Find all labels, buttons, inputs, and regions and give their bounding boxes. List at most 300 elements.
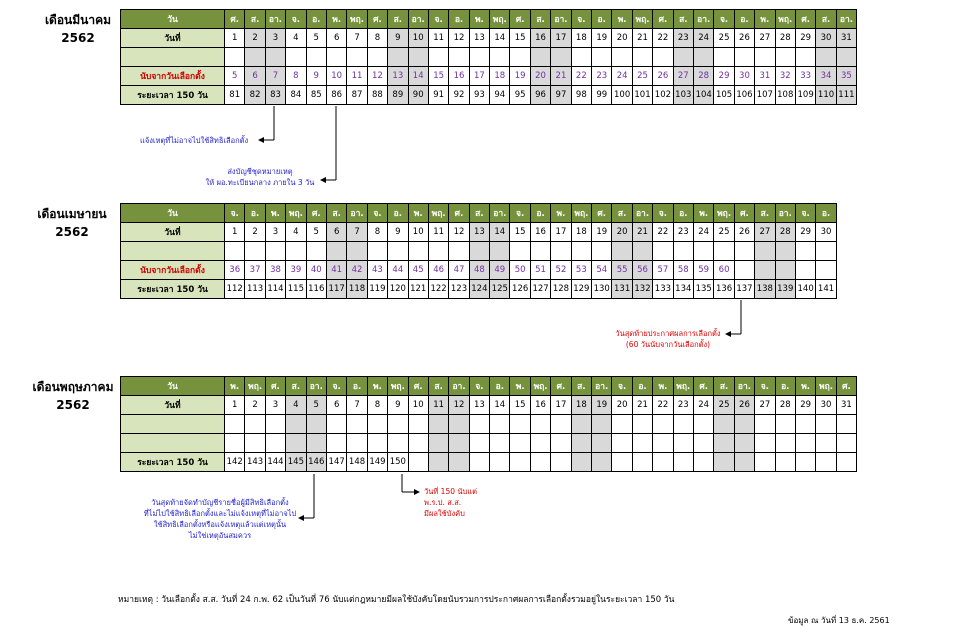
calendar-cell: จ.: [286, 10, 306, 29]
arrow-head: [258, 137, 264, 143]
calendar-cell: 28: [693, 67, 713, 86]
calendar-cell: 21: [632, 29, 652, 48]
month-name: เดือนมีนาคม: [44, 13, 112, 27]
calendar-cell: จ.: [367, 204, 387, 223]
calendar-cell: อ.: [490, 377, 510, 396]
calendar-cell: อา.: [775, 204, 795, 223]
calendar-cell: 6: [326, 396, 346, 415]
calendar-cell: 16: [449, 67, 469, 86]
calendar-cell: 9: [388, 29, 408, 48]
calendar-cell: พ.: [469, 10, 489, 29]
calendar-cell: 21: [632, 223, 652, 242]
calendar-cell: 2: [245, 29, 265, 48]
calendar-cell: 39: [286, 261, 306, 280]
calendar-cell: 37: [245, 261, 265, 280]
calendar-cell: 44: [388, 261, 408, 280]
calendar-cell: 27: [755, 396, 775, 415]
row-label: ระยะเวลา 150 วัน: [121, 86, 225, 105]
calendar-cell: 11: [428, 223, 448, 242]
calendar-cell: 10: [326, 67, 346, 86]
calendar-cell: 16: [530, 223, 550, 242]
calendar-cell: 19: [592, 223, 612, 242]
row-label: วันที่: [121, 29, 225, 48]
calendar-cell: 11: [347, 67, 367, 86]
calendar-cell: 21: [632, 396, 652, 415]
calendar-cell: 7: [265, 67, 285, 86]
calendar-cell: พฤ.: [388, 377, 408, 396]
calendar-cell: 56: [632, 261, 652, 280]
calendar-cell: พ.: [367, 377, 387, 396]
calendar-cell: 13: [469, 29, 489, 48]
calendar-cell: 86: [326, 86, 346, 105]
calendar-cell: 6: [326, 29, 346, 48]
calendar-cell: 9: [388, 223, 408, 242]
calendar-cell: ศ.: [653, 10, 673, 29]
calendar-cell: อา.: [836, 10, 856, 29]
calendar-cell: ส.: [388, 10, 408, 29]
calendar-cell: 11: [428, 29, 448, 48]
calendar-cell: 146: [306, 453, 326, 472]
calendar-cell: จ.: [428, 10, 448, 29]
annotation-report-reason: [140, 135, 248, 146]
calendar-cell: ส.: [326, 204, 346, 223]
calendar-cell: 28: [775, 223, 795, 242]
footnote: หมายเหตุ : วันเลือกตั้ง ส.ส. วันที่ 24 ก.พ. 62 เป็นวันที่ 76 นับแต่กฎหมายมีผลใช้บังคับโดยนับรวมการประกาศผลการเลือกตั้งรวมอยู่ในระยะเวลา 150 วัน: [118, 595, 675, 605]
calendar-cell: 140: [795, 280, 815, 299]
calendar-cell: พ.: [510, 377, 530, 396]
calendar-cell: 55: [612, 261, 632, 280]
calendar-cell: 110: [816, 86, 836, 105]
calendar-cell: 5: [225, 67, 245, 86]
calendar-cell: พฤ.: [347, 10, 367, 29]
calendar-cell: 106: [734, 86, 754, 105]
calendar-cell: อา.: [693, 10, 713, 29]
calendar-cell: 11: [428, 396, 448, 415]
calendar-cell: 58: [673, 261, 693, 280]
calendar-cell: ศ.: [734, 204, 754, 223]
calendar-cell: 49: [490, 261, 510, 280]
calendar-cell: 30: [816, 29, 836, 48]
calendar-cell: 89: [388, 86, 408, 105]
calendar-cell: 8: [367, 396, 387, 415]
calendar-cell: พฤ.: [490, 10, 510, 29]
calendar-cell: 19: [510, 67, 530, 86]
calendar-cell: ส.: [428, 377, 448, 396]
calendar-cell: 54: [592, 261, 612, 280]
calendar-cell: พฤ.: [571, 204, 591, 223]
calendar-cell: พฤ.: [632, 10, 652, 29]
month-name: เดือนเมษายน: [37, 207, 107, 221]
calendar-cell: 4: [286, 29, 306, 48]
calendar-cell: 134: [673, 280, 693, 299]
calendar-cell: 2: [245, 223, 265, 242]
annotation-text: ให้ ผอ.ทะเบียนกลาง ภายใน 3 วัน: [205, 178, 315, 187]
calendar-cell: 131: [612, 280, 632, 299]
calendar-cell: จ.: [755, 377, 775, 396]
calendar-cell: 35: [836, 67, 856, 86]
calendar-cell: 21: [551, 67, 571, 86]
calendar-cell: พ.: [612, 10, 632, 29]
calendar-cell: พฤ.: [673, 377, 693, 396]
calendar-cell: 82: [245, 86, 265, 105]
calendar-cell: 126: [510, 280, 530, 299]
calendar-cell: 17: [551, 396, 571, 415]
calendar-cell: 115: [286, 280, 306, 299]
calendar-cell: 6: [326, 223, 346, 242]
calendar-cell: 14: [490, 223, 510, 242]
calendar-cell: อ.: [632, 377, 652, 396]
calendar-cell: 100: [612, 86, 632, 105]
calendar-cell: 18: [571, 223, 591, 242]
calendar-cell: 30: [816, 223, 836, 242]
calendar-cell: 16: [530, 396, 550, 415]
calendar-cell: 12: [367, 67, 387, 86]
calendar-cell: 17: [469, 67, 489, 86]
annotation-day-150: [424, 486, 477, 519]
calendar-cell: 94: [490, 86, 510, 105]
calendar-cell: 7: [347, 396, 367, 415]
calendar-cell: ส.: [714, 377, 734, 396]
calendar-cell: 27: [673, 67, 693, 86]
calendar-cell: 92: [449, 86, 469, 105]
calendar-cell: 43: [367, 261, 387, 280]
calendar-cell: 3: [265, 223, 285, 242]
calendar-cell: พฤ.: [286, 204, 306, 223]
calendar-cell: 12: [449, 29, 469, 48]
calendar-cell: 128: [551, 280, 571, 299]
calendar-cell: ส.: [816, 10, 836, 29]
calendar-cell: 15: [428, 67, 448, 86]
calendar-cell: 5: [306, 396, 326, 415]
calendar-cell: 38: [265, 261, 285, 280]
calendar-cell: 96: [530, 86, 550, 105]
calendar-cell: 109: [795, 86, 815, 105]
calendar-cell: 5: [306, 223, 326, 242]
row-label: วัน: [121, 204, 225, 223]
calendar-cell: อา.: [408, 10, 428, 29]
calendar-cell: 125: [490, 280, 510, 299]
row-label: ระยะเวลา 150 วัน: [121, 453, 225, 472]
calendar-cell: 13: [469, 396, 489, 415]
month-name: เดือนพฤษภาคม: [32, 380, 114, 394]
calendar-cell: ศ.: [592, 204, 612, 223]
calendar-cell: 4: [286, 223, 306, 242]
arrow-head: [414, 489, 420, 495]
calendar-cell: 3: [265, 29, 285, 48]
calendar-cell: พฤ.: [428, 204, 448, 223]
calendar-cell: 138: [755, 280, 775, 299]
calendar-cell: 97: [551, 86, 571, 105]
calendar-cell: 25: [714, 29, 734, 48]
arrow-head: [320, 177, 326, 183]
calendar-cell: 26: [734, 396, 754, 415]
calendar-cell: 141: [816, 280, 836, 299]
calendar-cell: 105: [714, 86, 734, 105]
calendar-cell: 24: [612, 67, 632, 86]
calendar-cell: 15: [510, 29, 530, 48]
calendar-cell: 15: [510, 223, 530, 242]
calendar-cell: จ.: [714, 10, 734, 29]
row-label: วันที่: [121, 396, 225, 415]
calendar-cell: 26: [734, 223, 754, 242]
annotation-text: วันสุดท้ายประกาศผลการเลือกตั้ง: [615, 329, 721, 338]
calendar-cell: 36: [225, 261, 245, 280]
calendar-cell: 103: [673, 86, 693, 105]
calendar-cell: 2: [245, 396, 265, 415]
calendar-cell: 113: [245, 280, 265, 299]
calendar-cell: 99: [592, 86, 612, 105]
calendar-cell: 149: [367, 453, 387, 472]
calendar-cell: อา.: [551, 10, 571, 29]
calendar-cell: 139: [775, 280, 795, 299]
calendar-cell: อา.: [265, 10, 285, 29]
calendar-cell: อา.: [449, 377, 469, 396]
calendar-cell: 102: [653, 86, 673, 105]
calendar-cell: 1: [225, 223, 245, 242]
calendar-cell: 10: [408, 29, 428, 48]
calendar-cell: 53: [571, 261, 591, 280]
calendar-cell: อ.: [245, 204, 265, 223]
calendar-cell: 111: [836, 86, 856, 105]
calendar-cell: 13: [469, 223, 489, 242]
calendar-cell: 25: [714, 396, 734, 415]
calendar-cell: 10: [408, 223, 428, 242]
calendar-cell: 27: [755, 29, 775, 48]
calendar-cell: 121: [408, 280, 428, 299]
calendar-cell: 19: [592, 29, 612, 48]
calendar-cell: 45: [408, 261, 428, 280]
calendar-cell: อ.: [734, 10, 754, 29]
calendar-cell: ศ.: [693, 377, 713, 396]
calendar-cell: ศ.: [265, 377, 285, 396]
calendar-cell: อ.: [530, 204, 550, 223]
calendar-cell: ส.: [755, 204, 775, 223]
calendar-cell: 112: [225, 280, 245, 299]
calendar-cell: 9: [306, 67, 326, 86]
calendar-cell: พฤ.: [530, 377, 550, 396]
calendar-cell: อา.: [490, 204, 510, 223]
month-year: 2562: [55, 225, 89, 239]
calendar-cell: 130: [592, 280, 612, 299]
calendar-cell: พ.: [795, 377, 815, 396]
calendar-cell: 29: [714, 67, 734, 86]
annotation-text: ส่งบัญชีชุดหมายเหตุ: [227, 167, 293, 176]
calendar-cell: 31: [755, 67, 775, 86]
calendar-cell: พฤ.: [775, 10, 795, 29]
calendar-cell: ศ.: [836, 377, 856, 396]
calendar-cell: อา.: [632, 204, 652, 223]
annotation-text: (60 วันนับจากวันเลือกตั้ง): [625, 340, 711, 349]
calendar-cell: 108: [775, 86, 795, 105]
calendar-cell: 16: [530, 29, 550, 48]
calendar-cell: จ.: [326, 377, 346, 396]
calendar-cell: ศ.: [551, 377, 571, 396]
calendar-cell: อ.: [816, 204, 836, 223]
calendar-cell: 93: [469, 86, 489, 105]
calendar-cell: 48: [469, 261, 489, 280]
calendar-cell: ศ.: [367, 10, 387, 29]
annotation-text: ใช้สิทธิเลือกตั้งหรือแจ้งเหตุแล้วแต่เหตุนั้น: [153, 520, 287, 529]
calendar-cell: 142: [225, 453, 245, 472]
calendar-cell: 46: [428, 261, 448, 280]
calendar-cell: 135: [693, 280, 713, 299]
calendar-cell: 85: [306, 86, 326, 105]
calendar-cell: 26: [734, 29, 754, 48]
calendar-cell: 98: [571, 86, 591, 105]
annotation-text: แจ้งเหตุที่ไม่อาจไปใช้สิทธิเลือกตั้ง: [140, 136, 249, 145]
annotation-text: พ.ร.ป. ส.ส.: [424, 498, 462, 507]
calendar-cell: ศ.: [306, 204, 326, 223]
calendar-cell: อ.: [449, 10, 469, 29]
calendar-cell: ศ.: [510, 10, 530, 29]
calendar-cell: ส.: [530, 10, 550, 29]
annotation-text: วันที่ 150 นับแต่: [424, 487, 477, 496]
row-label: วัน: [121, 10, 225, 29]
calendar-cell: 24: [693, 396, 713, 415]
calendar-cell: ส.: [673, 10, 693, 29]
calendar-cell: 50: [510, 261, 530, 280]
calendar-cell: 14: [490, 396, 510, 415]
calendar-cell: 59: [693, 261, 713, 280]
calendar-cell: จ.: [653, 204, 673, 223]
calendar-cell: พ.: [408, 204, 428, 223]
calendar-cell: 101: [632, 86, 652, 105]
calendar-cell: 114: [265, 280, 285, 299]
calendar-cell: จ.: [510, 204, 530, 223]
annotation-text: มีผลใช้บังคับ: [424, 509, 465, 518]
calendar-cell: ส.: [469, 204, 489, 223]
calendar-cell: ศ.: [408, 377, 428, 396]
calendar-cell: 1: [225, 396, 245, 415]
calendar-cell: 41: [326, 261, 346, 280]
calendar-cell: 14: [408, 67, 428, 86]
calendar-cell: พ.: [265, 204, 285, 223]
calendar-cell: 23: [673, 396, 693, 415]
calendar-cell: 143: [245, 453, 265, 472]
calendar-cell: 13: [388, 67, 408, 86]
calendar-cell: ส.: [286, 377, 306, 396]
calendar-cell: 24: [693, 223, 713, 242]
calendar-cell: 31: [836, 29, 856, 48]
calendar-cell: พ.: [693, 204, 713, 223]
calendar-cell: 23: [673, 29, 693, 48]
calendar-cell: 23: [673, 223, 693, 242]
calendar-cell: 28: [775, 29, 795, 48]
annotation-last-announce: [608, 328, 728, 350]
calendar-cell: 4: [286, 396, 306, 415]
calendar-cell: 20: [612, 223, 632, 242]
calendar-cell: 25: [714, 223, 734, 242]
calendar-cell: พ.: [653, 377, 673, 396]
calendar-cell: 137: [734, 280, 754, 299]
calendar-cell: 9: [388, 396, 408, 415]
calendar-cell: 118: [347, 280, 367, 299]
calendar-cell: 24: [693, 29, 713, 48]
calendar-cell: 132: [632, 280, 652, 299]
calendar-cell: พ.: [551, 204, 571, 223]
calendar-cell: 8: [286, 67, 306, 86]
calendar-cell: ส.: [612, 204, 632, 223]
calendar-cell: 12: [449, 396, 469, 415]
calendar-cell: 8: [367, 29, 387, 48]
calendar-cell: 91: [428, 86, 448, 105]
row-label: นับจากวันเลือกตั้ง: [121, 261, 225, 280]
calendar-cell: 28: [775, 396, 795, 415]
calendar-cell: 47: [449, 261, 469, 280]
annotation-text: วันสุดท้ายจัดทำบัญชีรายชื่อผู้มีสิทธิเลือกตั้ง: [151, 498, 289, 507]
calendar-cell: 22: [653, 396, 673, 415]
calendar-cell: ศ.: [225, 10, 245, 29]
calendar-cell: พฤ.: [714, 204, 734, 223]
calendar-cell: พ.: [755, 10, 775, 29]
calendar-cell: อา.: [734, 377, 754, 396]
row-label: วัน: [121, 377, 225, 396]
calendar-cell: 20: [612, 29, 632, 48]
calendar-cell: 129: [571, 280, 591, 299]
calendar-cell: 15: [510, 396, 530, 415]
calendar-cell: ศ.: [795, 10, 815, 29]
calendar-cell: 10: [408, 396, 428, 415]
calendar-cell: 8: [367, 223, 387, 242]
calendar-cell: จ.: [225, 204, 245, 223]
calendar-cell: 19: [592, 396, 612, 415]
row-label: นับจากวันเลือกตั้ง: [121, 67, 225, 86]
calendar-cell: 6: [245, 67, 265, 86]
calendar-cell: อ.: [388, 204, 408, 223]
calendar-cell: ศ.: [449, 204, 469, 223]
calendar-cell: 95: [510, 86, 530, 105]
calendar-cell: 23: [592, 67, 612, 86]
annotation-text: ไม่ใช่เหตุอันสมควร: [188, 531, 252, 540]
calendar-cell: 17: [551, 29, 571, 48]
calendar-cell: 18: [571, 29, 591, 48]
calendar-cell: 20: [530, 67, 550, 86]
calendar-cell: 116: [306, 280, 326, 299]
calendar-cell: 144: [265, 453, 285, 472]
calendar-cell: 33: [795, 67, 815, 86]
calendar-cell: 120: [388, 280, 408, 299]
data-as-of: ข้อมูล ณ วันที่ 13 ธ.ค. 2561: [788, 616, 890, 625]
calendar-cell: 119: [367, 280, 387, 299]
calendar-cell: 57: [653, 261, 673, 280]
calendar-cell: 124: [469, 280, 489, 299]
row-label: ระยะเวลา 150 วัน: [121, 280, 225, 299]
row-label: วันที่: [121, 223, 225, 242]
month-year: 2562: [56, 398, 90, 412]
calendar-cell: 123: [449, 280, 469, 299]
calendar-cell: 34: [816, 67, 836, 86]
calendar-cell: 127: [530, 280, 550, 299]
annotation-text: ที่ไม่ไปใช้สิทธิเลือกตั้งและไม่แจ้งเหตุที่ไม่อาจไป: [143, 509, 297, 518]
calendar-cell: 7: [347, 29, 367, 48]
calendar-cell: 29: [795, 29, 815, 48]
calendar-cell: 84: [286, 86, 306, 105]
calendar-cell: 40: [306, 261, 326, 280]
calendar-cell: จ.: [469, 377, 489, 396]
calendar-cell: 81: [225, 86, 245, 105]
calendar-cell: 104: [693, 86, 713, 105]
calendar-cell: 5: [306, 29, 326, 48]
calendar-cell: 145: [286, 453, 306, 472]
calendar-cell: 18: [571, 396, 591, 415]
calendar-cell: 133: [653, 280, 673, 299]
calendar-cell: จ.: [612, 377, 632, 396]
calendar-cell: อา.: [306, 377, 326, 396]
calendar-cell: 147: [326, 453, 346, 472]
calendar-cell: อ.: [306, 10, 326, 29]
calendar-cell: 117: [326, 280, 346, 299]
calendar-cell: 150: [388, 453, 408, 472]
